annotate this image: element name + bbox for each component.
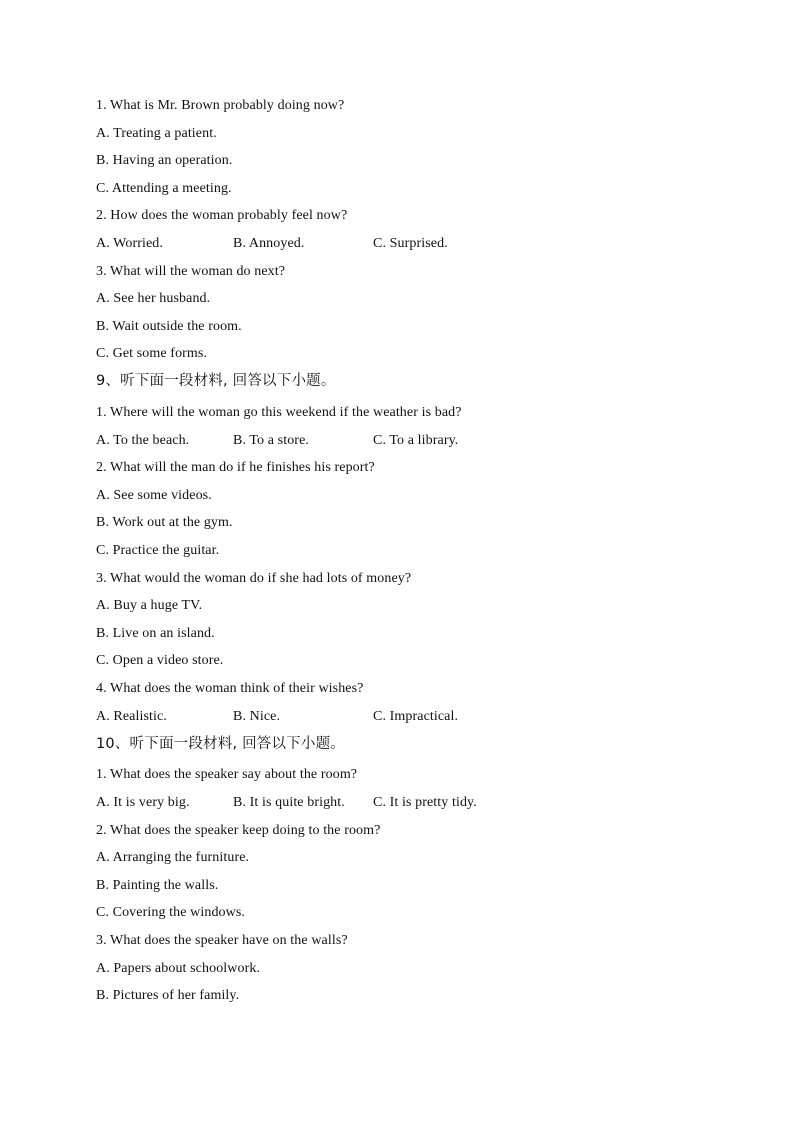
answer-option: C. To a library. bbox=[373, 433, 459, 448]
answer-option: B. Work out at the gym. bbox=[96, 515, 233, 530]
question-text: 3. What would the woman do if she had lots of money? bbox=[96, 571, 412, 586]
answer-option: B. Having an operation. bbox=[96, 153, 233, 168]
question-text: 2. How does the woman probably feel now? bbox=[96, 208, 348, 223]
answer-option: C. Impractical. bbox=[373, 709, 459, 724]
answer-option: A. Realistic. bbox=[96, 709, 167, 724]
answer-option: C. It is pretty tidy. bbox=[373, 795, 477, 810]
answer-option: A. Worried. bbox=[96, 236, 163, 251]
answer-option: B. Painting the walls. bbox=[96, 878, 219, 893]
answer-option: C. Get some forms. bbox=[96, 346, 208, 361]
section-heading: 10、听下面一段材料, 回答以下小题。 bbox=[96, 736, 345, 752]
answer-option: C. Surprised. bbox=[373, 236, 448, 251]
question-text: 1. What does the speaker say about the room? bbox=[96, 767, 358, 782]
answer-option: C. Covering the windows. bbox=[96, 905, 246, 920]
question-text: 2. What will the man do if he finishes his report? bbox=[96, 460, 375, 475]
answer-option: A. Papers about schoolwork. bbox=[96, 961, 261, 976]
question-text: 3. What does the speaker have on the walls? bbox=[96, 933, 348, 948]
question-text: 2. What does the speaker keep doing to the room? bbox=[96, 823, 381, 838]
answer-option: B. Nice. bbox=[233, 709, 281, 724]
answer-option: A. To the beach. bbox=[96, 433, 190, 448]
answer-option: A. Arranging the furniture. bbox=[96, 850, 250, 865]
answer-option: C. Attending a meeting. bbox=[96, 181, 232, 196]
answer-option: A. See her husband. bbox=[96, 291, 211, 306]
answer-option: A. Buy a huge TV. bbox=[96, 598, 203, 613]
question-text: 3. What will the woman do next? bbox=[96, 264, 286, 279]
question-text: 4. What does the woman think of their wishes? bbox=[96, 681, 364, 696]
answer-option: A. Treating a patient. bbox=[96, 126, 217, 141]
answer-option: A. See some videos. bbox=[96, 488, 212, 503]
answer-option: B. Pictures of her family. bbox=[96, 988, 240, 1003]
answer-option: B. Live on an island. bbox=[96, 626, 215, 641]
answer-option: C. Open a video store. bbox=[96, 653, 224, 668]
answer-option: B. Annoyed. bbox=[233, 236, 305, 251]
answer-option: B. Wait outside the room. bbox=[96, 319, 242, 334]
answer-option: B. To a store. bbox=[233, 433, 309, 448]
section-heading: 9、听下面一段材料, 回答以下小题。 bbox=[96, 373, 336, 389]
question-text: 1. What is Mr. Brown probably doing now? bbox=[96, 98, 345, 113]
answer-option: A. It is very big. bbox=[96, 795, 190, 810]
question-text: 1. Where will the woman go this weekend if the weather is bad? bbox=[96, 405, 462, 420]
answer-option: C. Practice the guitar. bbox=[96, 543, 220, 558]
answer-option: B. It is quite bright. bbox=[233, 795, 345, 810]
